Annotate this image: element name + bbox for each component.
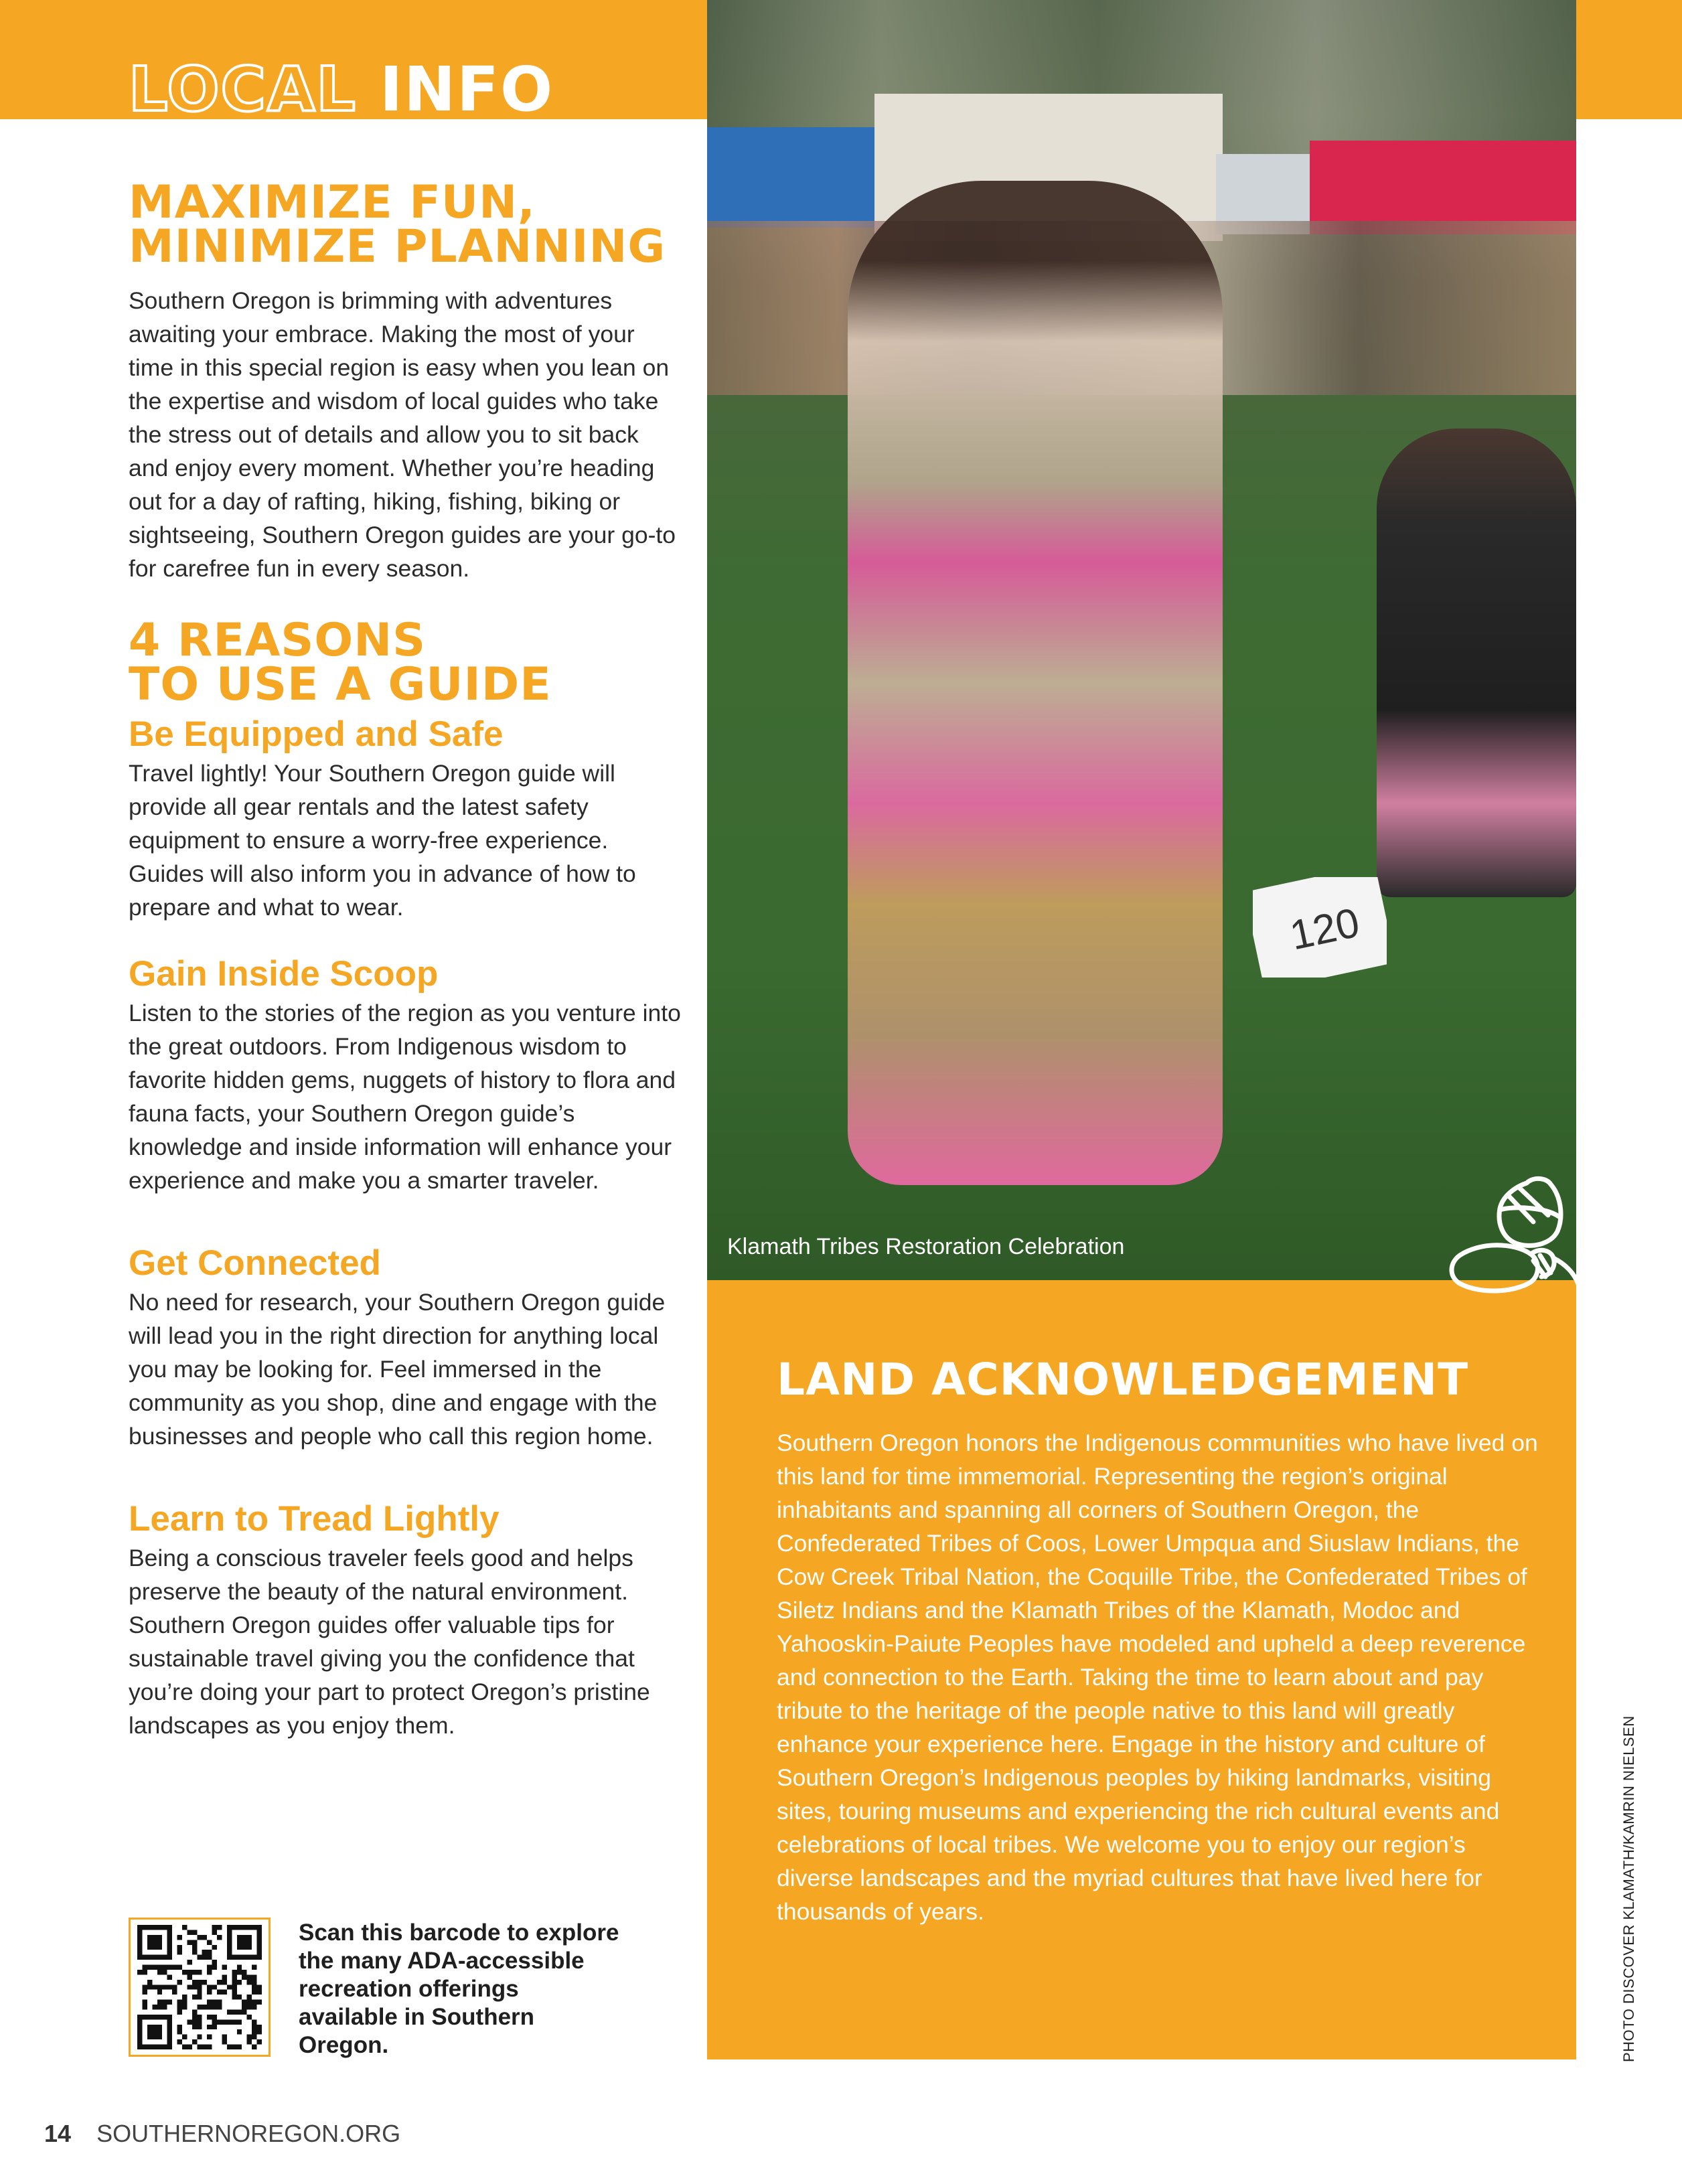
intro-title-line1: MAXIMIZE FUN, <box>129 176 536 229</box>
reason-heading: Gain Inside Scoop <box>129 954 439 994</box>
land-acknowledgement-box <box>707 1280 1576 2059</box>
section-label-outline: LOCAL <box>129 54 357 125</box>
section-label <box>129 54 554 125</box>
intro-title <box>129 176 684 273</box>
photo-tent <box>707 127 881 228</box>
left-column <box>129 176 684 1742</box>
reason-body: Travel lightly! Your Southern Oregon guide will provide all gear rentals and the latest safety equipment to ensure a worry-free experience. Guides will also inform you in advance of how to prepare and what to wear. <box>129 760 636 921</box>
land-body: Southern Oregon honors the Indigenous communities who have lived on this land for time immemorial. Representing the region’s original inhabitants and spanning all corners of Southern Oregon, the Confederated Tribes of Coos, Lower Umpqua and Siuslaw Indians, the Cow Creek Tribal Nation, the Coquille Tribe, the Confederated Tribes of Siletz Indians and the Klamath Tribes of the Klamath, Modoc and Yahooskin-Paiute Peoples have modeled and upheld a deep reverence and connection to the Earth. Taking the time to learn about and pay tribute to the heritage of the people native to this land will greatly enhance your experience here. Engage in the history and culture of Southern Oregon’s Indigenous peoples by hiking landmarks, visiting sites, touring museums and experiencing the rich cultural events and celebrations of local tribes. We welcome you to enjoy our region’s diverse landscapes and the myriad cultures that have lived here for thousands of years. <box>777 1429 1538 1925</box>
intro-body: Southern Oregon is brimming with adventures awaiting your embrace. Making the most of your time in this special region is easy when you lean on the expertise and wisdom of local guides who take the stress out of details and allow you to sit back and enjoy every moment. Whether you’re heading out for a day of rafting, hiking, fishing, biking or sightseeing, Southern Oregon guides are your go-to for carefree fun in every season. <box>129 287 676 582</box>
qr-caption: Scan this barcode to explore the many ADA-accessible recreation offerings available in Southern Oregon. <box>299 1920 619 2058</box>
reason-heading: Be Equipped and Safe <box>129 714 504 754</box>
header-band-right <box>1576 0 1682 119</box>
qr-code-pattern <box>136 1925 263 2049</box>
reason-body: Listen to the stories of the region as you venture into the great outdoors. From Indigenous wisdom to favorite hidden gems, nuggets of history to flora and fauna facts, your Southern Oregon guide’s knowledge and inside information will enhance your experience and make you a smarter traveler. <box>129 1000 681 1194</box>
reasons-title-line1: 4 REASONS <box>129 614 427 667</box>
site-url[interactable]: SOUTHERNOREGON.ORG <box>96 2120 401 2147</box>
photo-tent <box>1310 141 1576 234</box>
reason-body: No need for research, your Southern Oregon guide will lead you in the right direction for anything local you may be looking for. Feel immersed in the community as you shop, dine and engage with the businesses and people who call this region home. <box>129 1289 666 1450</box>
section-label-solid: INFO <box>379 54 554 125</box>
reason-heading: Get Connected <box>129 1243 381 1283</box>
reasons-title <box>129 614 684 711</box>
photo-dancer <box>848 181 1223 1185</box>
photo-caption: Klamath Tribes Restoration Celebration <box>727 1234 1125 1259</box>
footer <box>44 2120 400 2148</box>
intro-title-line2: MINIMIZE PLANNING <box>129 220 666 273</box>
photo-credit: PHOTO DISCOVER KLAMATH/KAMRIN NIELSEN <box>1620 1715 1637 2062</box>
acorn-icon <box>1433 1175 1580 1322</box>
event-photo <box>707 0 1576 1280</box>
bib-number: 120 <box>1286 899 1364 959</box>
reasons-title-line2: TO USE A GUIDE <box>129 658 552 711</box>
qr-code[interactable] <box>129 1918 271 2057</box>
reason-heading: Learn to Tread Lightly <box>129 1499 500 1539</box>
page-number: 14 <box>44 2120 72 2147</box>
photo-child <box>1377 428 1576 897</box>
photo-bib <box>1253 877 1387 978</box>
reason-body: Being a conscious traveler feels good and helps preserve the beauty of the natural environment. Southern Oregon guides offer valuable tips for sustainable travel giving you the confidence that you’re doing your part to protect Oregon’s pristine landscapes as you enjoy them. <box>129 1545 650 1739</box>
land-title: LAND ACKNOWLEDGEMENT <box>777 1354 1469 1405</box>
